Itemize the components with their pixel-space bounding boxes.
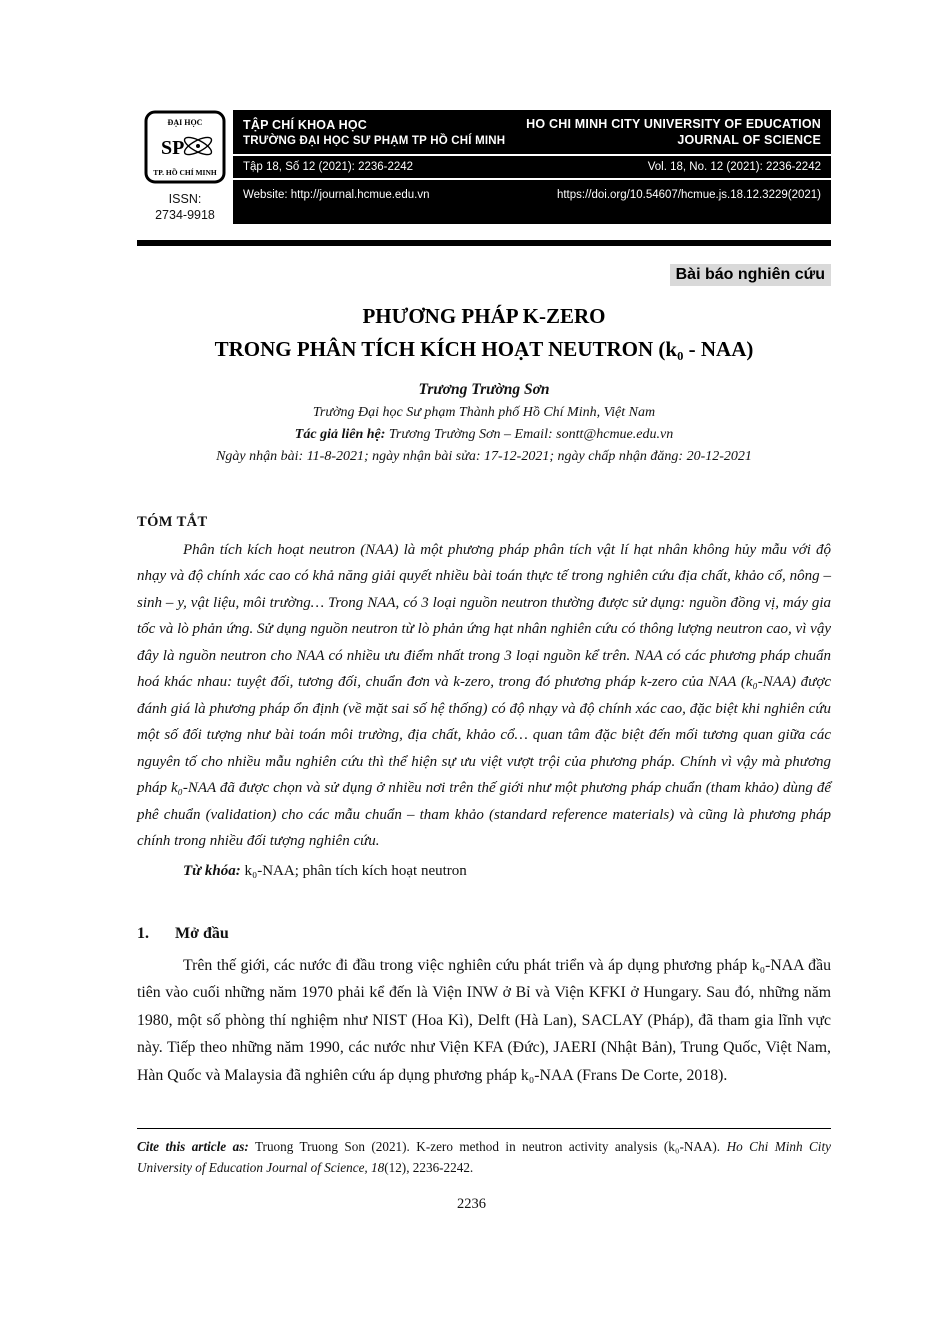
citation-block: [137, 1128, 831, 1178]
submission-dates: Ngày nhận bài: 11-8-2021; ngày nhận bài sửa: 17-12-2021; ngày chấp nhận đăng: 20-12-2021: [216, 448, 752, 464]
header-divider-rule: [137, 240, 831, 246]
header-black-panel: [233, 110, 831, 224]
volume-en: Vol. 18, No. 12 (2021): 2236-2242: [647, 161, 821, 173]
author-block: [137, 378, 831, 468]
abstract-text: Phân tích kích hoạt neutron (NAA) là một phương pháp phân tích vật lí hạt nhân không hủy mẫu với độ nhạy và độ chính xác cao có khả năng giải quyết nhiều bài toán thực tế trong nghiên cứu địa chất, khảo cổ, nông – sinh – y, vật liệu, môi trường… Trong NAA, có 3 loại nguồn neutron thường được sử dụng: nguồn đồng vị, máy gia tốc và lò phản ứng. Sử dụng nguồn neutron từ lò phản ứng hạt nhân nghiên cứu có thông lượng neutron cao, vì vậy đây là nguồn neutron cho NAA có nhiều ưu điểm nhất trong 3 loại nguồn kể trên. NAA có các phương pháp chuẩn hoá khác nhau: tuyệt đối, tương đối, chuẩn đơn và k-zero, trong đó phương pháp k-zero của NAA (k₀-NAA) được đánh giá là phương pháp ổn định (về mặt sai số hệ thống) có độ nhạy và độ chính xác cao, đặc biệt khi nghiên cứu một số đối tượng như bài toán môi trường, địa chất, khảo cổ… quan tâm đặc biệt đến mối tương quan giữa các nguyên tố cho nhiều mẫu nghiên cứu thì thể hiện sự ưu việt vượt trội của phương pháp. Chính vì vậy mà phương pháp k₀-NAA đã được chọn và sử dụng ở nhiều nơi trên thế giới như một phương pháp chuẩn (tham khảo) dùng để phê chuẩn (validation) cho các mẫu chuẩn – tham khảo (standard reference materials) và cũng là phương pháp chính trong nhiều đối tượng nghiên cứu.: [137, 541, 831, 849]
title-line-1: PHƯƠNG PHÁP K-ZERO: [362, 303, 606, 328]
journal-header: [137, 110, 831, 224]
website-line: [243, 189, 429, 201]
logo-sp-text: SP: [161, 137, 185, 159]
website-label: Website:: [243, 189, 288, 201]
title-line-2: TRONG PHÂN TÍCH KÍCH HOẠT NEUTRON (k₀ - NAA): [214, 336, 754, 361]
article-title: [137, 300, 831, 366]
page-number: 2236: [457, 1196, 486, 1212]
volume-vi: Tập 18, Số 12 (2021): 2236-2242: [243, 161, 414, 173]
header-row-links: [233, 180, 831, 210]
article-type-label: Bài báo nghiên cứu: [670, 264, 831, 286]
section-1-number: 1.: [137, 924, 149, 942]
cite-label: Cite this article as:: [137, 1139, 249, 1154]
article-type: [137, 264, 831, 286]
journal-name-vi: TẬP CHÍ KHOA HỌC: [243, 117, 368, 132]
logo-bottom-text: TP. HỒ CHÍ MINH: [153, 168, 217, 177]
keywords-label: Từ khóa:: [183, 862, 241, 879]
website-url: http://journal.hcmue.edu.vn: [290, 189, 430, 201]
university-name-vi: TRƯỜNG ĐẠI HỌC SƯ PHẠM TP HỒ CHÍ MINH: [243, 134, 506, 147]
correspondence-line: [137, 424, 831, 446]
university-name-en: HO CHI MINH CITY UNIVERSITY OF EDUCATION: [526, 117, 821, 131]
header-row-titles: [233, 110, 831, 156]
journal-name-en: JOURNAL OF SCIENCE: [677, 133, 821, 147]
logo-column: [137, 110, 233, 224]
abstract-heading: TÓM TẮT: [137, 513, 208, 530]
cite-text: Truong Truong Son (2021). K-zero method in neutron activity analysis (k₀-NAA).: [248, 1139, 727, 1154]
cite-tail: (12), 2236-2242.: [384, 1160, 474, 1175]
section-1-heading: [137, 925, 831, 943]
correspondence-text: Trương Trường Sơn – Email: sontt@hcmue.edu.vn: [385, 426, 674, 442]
issn-value: 2734-9918: [155, 208, 215, 223]
section-1-title: Mở đầu: [175, 924, 229, 942]
section-1-paragraph: Trên thế giới, các nước đi đầu trong việc nghiên cứu phát triển và áp dụng phương pháp k₀-NAA đầu tiên vào cuối những năm 1970 phải kể đến là Viện INW ở Bỉ và Viện KFKI ở Hungary. Sau đó, những năm 1980, một số phòng thí nghiệm như NIST (Hoa Kì), Delft (Hà Lan), SACLAY (Pháp), đã tham gia lĩnh vực này. Tiếp theo những năm 1990, các nước như Viện KFA (Đức), JAERI (Nhật Bản), Trung Quốc, Việt Nam, Hàn Quốc và Malaysia đã nghiên cứu áp dụng phương pháp k₀-NAA (Frans De Corte, 2018).: [137, 956, 831, 1084]
hcmue-logo: [144, 110, 226, 184]
keywords-value: k₀-NAA; phân tích kích hoạt neutron: [240, 862, 467, 879]
author-name: Trương Trường Sơn: [418, 380, 550, 398]
logo-top-text: ĐẠI HỌC: [167, 118, 203, 127]
header-row-volume: [233, 156, 831, 180]
correspondence-label: Tác giả liên hệ:: [294, 426, 386, 442]
issn-label: ISSN:: [168, 192, 202, 206]
keywords-line: [137, 859, 831, 883]
issn: [155, 191, 215, 224]
hcmue-logo-icon: [144, 110, 226, 184]
doi-link: https://doi.org/10.54607/hcmue.js.18.12.3229(2021): [556, 189, 821, 201]
author-affiliation: Trường Đại học Sư phạm Thành phố Hồ Chí Minh, Việt Nam: [312, 404, 656, 420]
cite-journal: Ho Chi Minh City University of Education Journal of Science, 18: [137, 1139, 831, 1175]
